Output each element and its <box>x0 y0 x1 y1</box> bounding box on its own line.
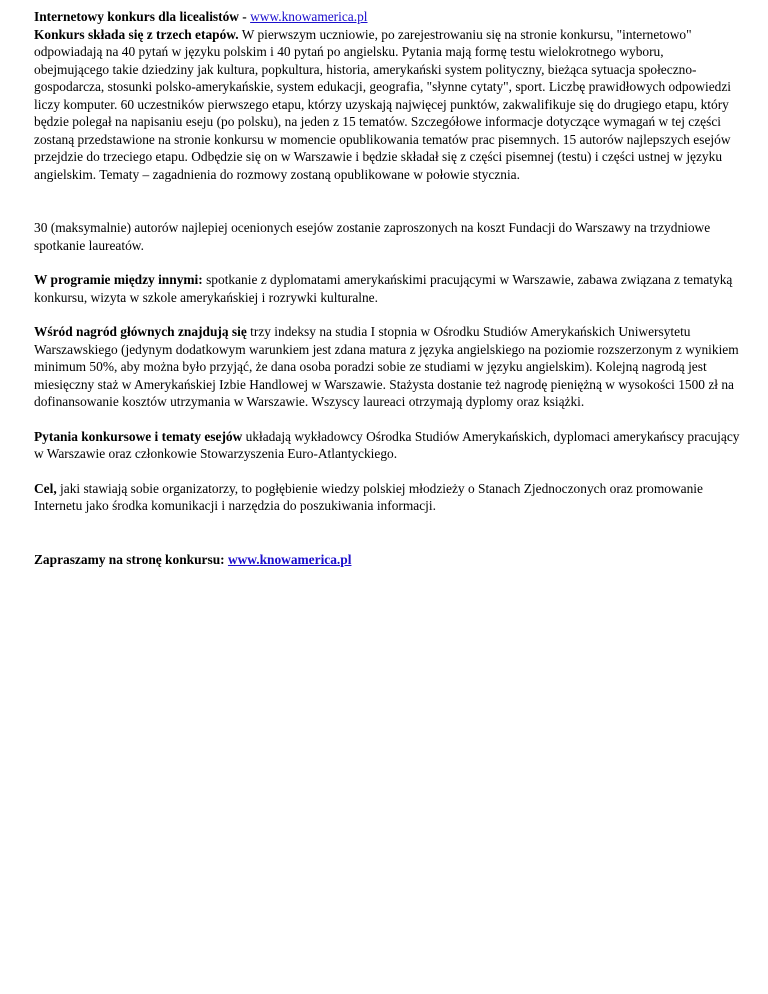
document-body <box>34 8 742 568</box>
prizes-paragraph <box>34 323 742 411</box>
program-heading: W programie między innymi: <box>34 272 203 287</box>
goal-text: jaki stawiają sobie organizatorzy, to pogłębienie wiedzy polskiej młodzieży o Stanach Zjednoczonych oraz promowanie Internetu jako środka komunikacji i narzędzia do poszukiwania informacji. <box>34 480 703 513</box>
goal-heading: Cel, <box>34 480 57 496</box>
stages-heading: Konkurs składa się z trzech etapów. <box>34 26 239 42</box>
laureates-paragraph <box>34 219 742 254</box>
prizes-text: trzy indeksy na studia I stopnia w Ośrodku Studiów Amerykańskich Uniwersytetu Warszawskiego (jedynym dodatkowym warunkiem jest zdana matura z języka angielskiego na poziomie rozszerzonym z wynikiem minimum 50%, aby można było przyjąć, że dana osoba poradzi sobie ze studiami w języku angielskim). Kolejną nagrodą jest miesięczny staż w Amerykańskiej Izbie Handlowej w Warszawie. Stażysta dostanie też nagrodę pieniężną w wysokości 1500 zł na dofinansowanie kosztów utrzymania w Warszawie. Wszyscy laureaci otrzymają dyplomy oraz książki. <box>34 324 739 409</box>
goal-paragraph <box>34 480 742 515</box>
invite-link[interactable]: www.knowamerica.pl <box>227 551 352 567</box>
questions-paragraph <box>34 428 742 463</box>
invite-paragraph <box>34 551 742 569</box>
questions-text: układają wykładowcy Ośrodka Studiów Amerykańskich, dyplomaci amerykańscy pracujący w Warszawie oraz członkowie Stowarzyszenia Euro-Atlantyckiego. <box>34 428 740 461</box>
prizes-heading: Wśród nagród głównych znajdują się <box>34 324 247 339</box>
invite-text: Zapraszamy na stronę konkursu: <box>34 551 228 567</box>
contest-title-link[interactable]: www.knowamerica.pl <box>250 9 368 24</box>
contest-title: Internetowy konkurs dla licealistów - <box>34 9 251 24</box>
laureates-text: 30 (maksymalnie) autorów najlepiej ocenionych esejów zostanie zaproszonych na koszt Fundacji do Warszawy na trzydniowe spotkanie laureatów. <box>34 220 711 253</box>
program-text: spotkanie z dyplomatami amerykańskimi pracującymi w Warszawie, zabawa związana z tematyką konkursu, wizyta w szkole amerykańskiej i rozrywki kulturalne. <box>34 272 733 305</box>
questions-heading: Pytania konkursowe i tematy esejów <box>34 428 243 444</box>
stages-text: W pierwszym uczniowie, po zarejestrowaniu się na stronie konkursu, "internetowo" odpowiadają na 40 pytań w języku polskim i 40 pytań po angielsku. Pytania mają formę testu wielokrotnego wyboru, obejmującego takie dziedziny jak kultura, popkultura, historia, amerykański system polityczny, bieżąca sytuacja społeczno-gospodarcza, stosunki polsko-amerykańskie, system edukacji, geografia, "słynne cytaty", sport. Liczbę prawidłowych odpowiedzi liczy komputer. 60 uczestników pierwszego etapu, którzy uzyskają najwięcej punktów, zakwalifikuje się do drugiego etapu, który będzie polegał na napisaniu eseju (po polsku), na jeden z 15 tematów. Szczegółowe informacje dotyczące wymagań w tej części zostaną przedstawione na stronie konkursu w momencie opublikowania tematów prac pisemnych. 15 autorów najlepszych esejów przejdzie do trzeciego etapu. Odbędzie się on w Warszawie i będzie składał się z części pisemnej (testu) i części ustnej w języku angielskim. Tematy – zagadnienia do rozmowy zostaną opublikowane w połowie stycznia. <box>34 26 732 182</box>
intro-paragraph <box>34 8 742 183</box>
program-paragraph <box>34 271 742 306</box>
